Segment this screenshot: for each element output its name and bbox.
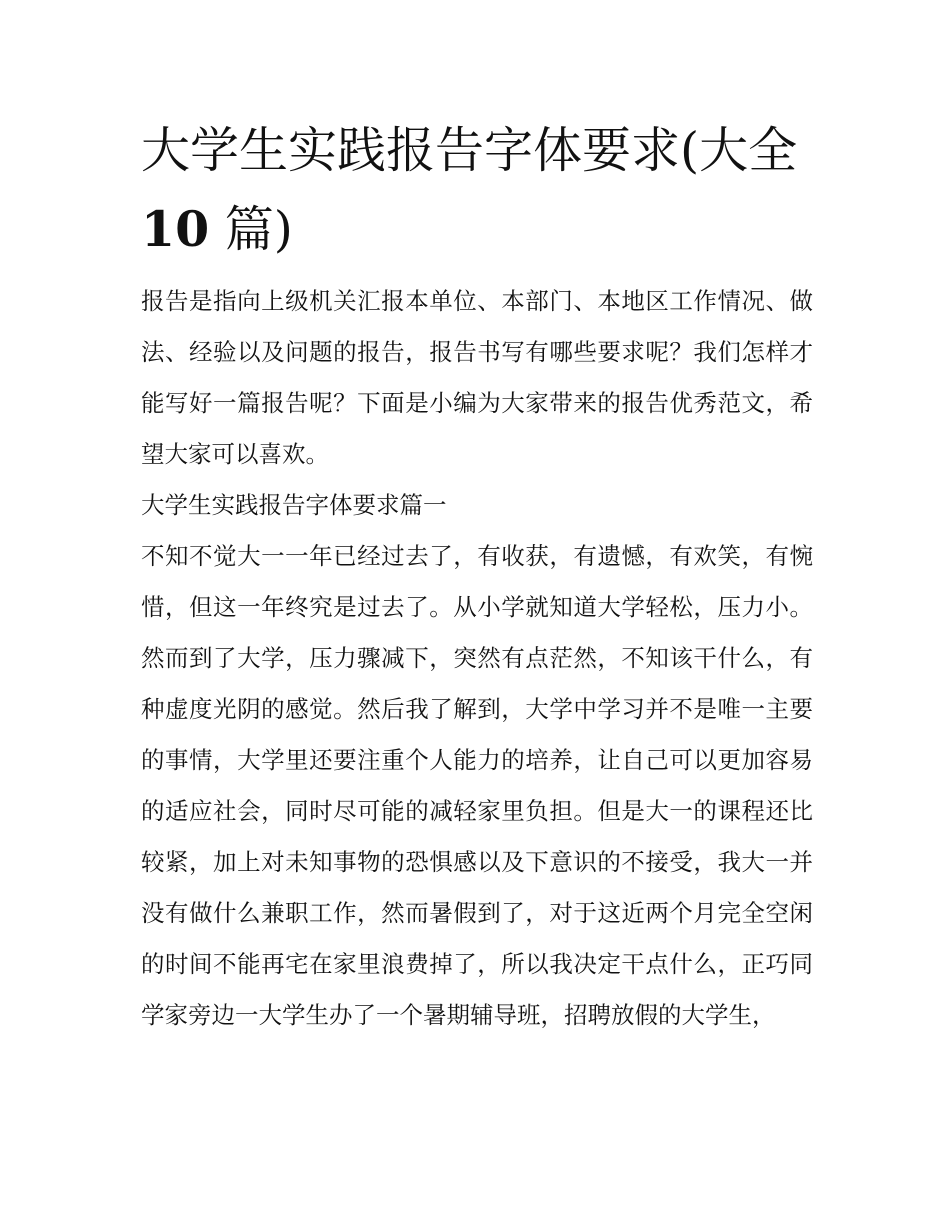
title-line-2: 篇) bbox=[209, 201, 293, 258]
intro-paragraph: 报告是指向上级机关汇报本单位、本部门、本地区工作情况、做法、经验以及问题的报告，报告书写有哪些要求呢？我们怎样才能写好一篇报告呢？下面是小编为大家带来的报告优秀范文，希望大家可以喜欢。 bbox=[141, 287, 813, 468]
title-line-1: 大学生实践报告字体要求(大全 bbox=[141, 122, 798, 179]
document-body bbox=[141, 276, 813, 1041]
title-number: 10 bbox=[141, 200, 210, 258]
document-title bbox=[141, 112, 811, 269]
section-paragraph: 不知不觉大一一年已经过去了，有收获，有遗憾，有欢笑，有惋惜，但这一年终究是过去了。从小学就知道大学轻松，压力小。然而到了大学，压力骤减下，突然有点茫然，不知该干什么，有种虚度光阴的感觉。然后我了解到，大学中学习并不是唯一主要的事情，大学里还要注重个人能力的培养，让自己可以更加容易的适应社会，同时尽可能的减轻家里负担。但是大一的课程还比较紧，加上对未知事物的恐惧感以及下意识的不接受，我大一并没有做什么兼职工作，然而暑假到了，对于这近两个月完全空闲的时间不能再宅在家里浪费掉了，所以我决定干点什么，正巧同学家旁边一大学生办了一个暑期辅导班，招聘放假的大学生， bbox=[141, 542, 813, 1029]
section-heading: 大学生实践报告字体要求篇一 bbox=[141, 491, 447, 519]
